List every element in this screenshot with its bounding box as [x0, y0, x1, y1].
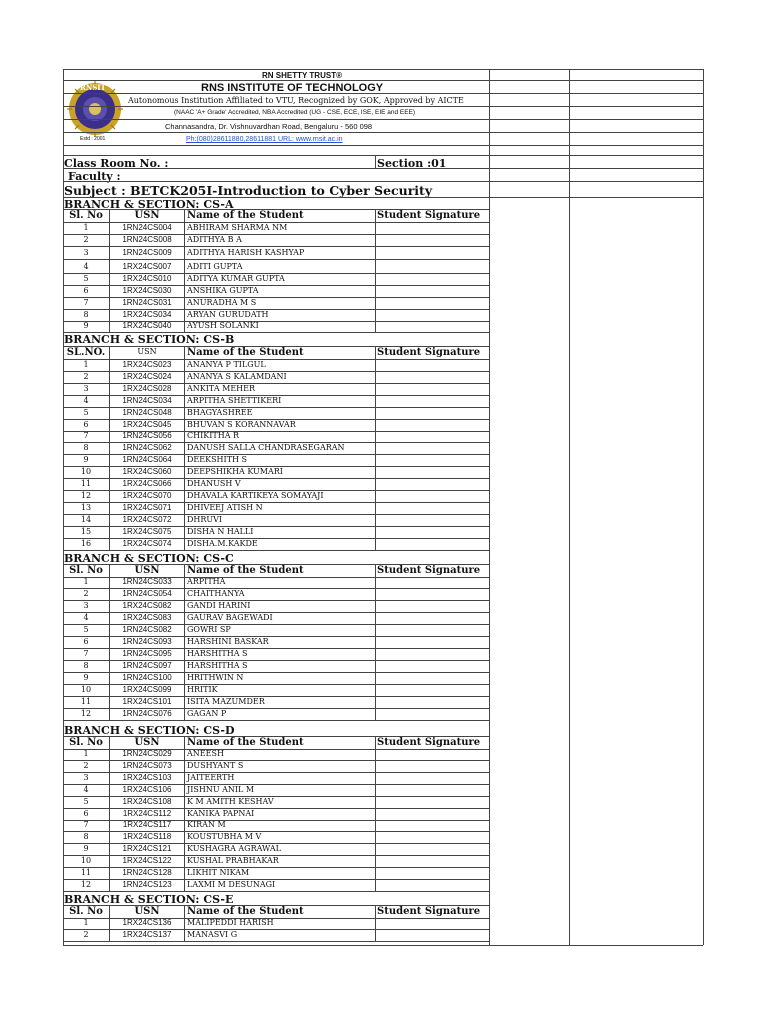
- row-line: [63, 297, 489, 298]
- col-line-signature: [375, 346, 376, 550]
- usn-cell: 1RX24CS121: [122, 844, 172, 853]
- sheet-column-a: [489, 69, 490, 945]
- sheet-line: [63, 106, 703, 107]
- student-name-cell: DUSHYANT S: [187, 761, 244, 770]
- student-name-cell: ARPITHA SHETTIKERI: [187, 396, 282, 405]
- usn-cell: 1RX24CS083: [122, 613, 172, 622]
- student-name-cell: ARYAN GURUDATH: [187, 310, 269, 319]
- row-line: [63, 538, 489, 539]
- usn-cell: 1RN24CS048: [122, 408, 172, 417]
- usn-cell: 1RX24CS074: [122, 539, 172, 548]
- student-name-cell: KUSHAL PRABHAKAR: [187, 856, 279, 865]
- sheet-column-b: [569, 69, 570, 945]
- usn-cell: 1RX24CS106: [122, 785, 172, 794]
- row-line: [63, 514, 489, 515]
- usn-cell: 1RX24CS034: [122, 310, 172, 319]
- usn-cell: 1RN24CS029: [122, 749, 172, 758]
- row-line: [63, 684, 489, 685]
- row-line: [63, 867, 489, 868]
- usn-cell: 1RX24CS028: [122, 384, 172, 393]
- col-slno-header: Sl. No: [69, 565, 103, 576]
- sl-no-cell: 5: [83, 625, 89, 634]
- row-line: [63, 321, 489, 322]
- sl-no-cell: 3: [83, 601, 89, 610]
- accreditation-line: (NAAC 'A+ Grade' Accredited, NBA Accredited (UG - CSE, ECE, ISE, EIE and EEE): [174, 109, 416, 116]
- student-name-cell: ADITHYA B A: [187, 235, 242, 244]
- row-line: [63, 784, 489, 785]
- student-name-cell: ISITA MAZUMDER: [187, 697, 265, 706]
- usn-cell: 1RX24CS060: [122, 467, 172, 476]
- student-name-cell: LAXMI M DESUNAGI: [187, 880, 276, 889]
- col-line-usn: [109, 209, 110, 332]
- sl-no-cell: 6: [83, 809, 89, 818]
- sheet-line: [63, 132, 703, 133]
- sheet-line: [63, 197, 703, 198]
- section-label: Section :01: [377, 157, 447, 170]
- sl-no-cell: 12: [80, 709, 92, 718]
- sl-no-cell: 9: [83, 321, 89, 330]
- col-signature-header: Student Signature: [377, 906, 481, 917]
- sl-no-cell: 2: [83, 372, 89, 381]
- student-name-cell: GOWRI SP: [187, 625, 231, 634]
- student-name-cell: ARPITHA: [187, 577, 226, 586]
- student-name-cell: DISHA.M.KAKDE: [187, 539, 258, 548]
- usn-cell: 1RN24CS095: [122, 649, 172, 658]
- col-slno-header: SL.NO.: [66, 347, 106, 358]
- header-top-line: [63, 905, 489, 906]
- sl-no-cell: 7: [83, 649, 89, 658]
- col-line-name: [184, 346, 185, 550]
- usn-cell: 1RX24CS103: [122, 773, 172, 782]
- sl-no-cell: 7: [83, 298, 89, 307]
- sl-no-cell: 10: [80, 856, 92, 865]
- sheet-line: [63, 181, 703, 182]
- student-name-cell: CHIKITHA R: [187, 431, 240, 440]
- sheet-line: [63, 155, 703, 156]
- row-line: [63, 672, 489, 673]
- row-line: [63, 612, 489, 613]
- student-name-cell: AYUSH SOLANKI: [187, 321, 259, 330]
- col-line-signature: [375, 736, 376, 891]
- header-top-line: [63, 564, 489, 565]
- row-line: [63, 431, 489, 432]
- usn-cell: 1RN24CS076: [122, 709, 172, 718]
- row-line: [63, 708, 489, 709]
- row-line: [63, 259, 489, 260]
- sl-no-cell: 4: [83, 613, 89, 622]
- student-name-cell: GAURAV BAGEWADI: [187, 613, 273, 622]
- student-name-cell: ADITHYA HARISH KASHYAP: [187, 248, 305, 257]
- sl-no-cell: 3: [83, 248, 89, 257]
- section-title: BRANCH & SECTION: CS-C: [64, 552, 234, 565]
- usn-cell: 1RX24CS101: [122, 697, 172, 706]
- col-signature-header: Student Signature: [377, 210, 481, 221]
- sheet-right-border: [703, 69, 704, 945]
- col-name-header: Name of the Student: [187, 565, 304, 576]
- student-name-cell: DEEPSHIKHA KUMARI: [187, 467, 283, 476]
- trust-name: RN SHETTY TRUST®: [262, 71, 342, 80]
- row-line: [63, 772, 489, 773]
- usn-cell: 1RN24CS034: [122, 396, 172, 405]
- header-top-line: [63, 346, 489, 347]
- student-name-cell: GANDI HARINI: [187, 601, 251, 610]
- row-line: [63, 588, 489, 589]
- student-name-cell: HRITIK: [187, 685, 218, 694]
- sl-no-cell: 1: [83, 360, 89, 369]
- usn-cell: 1RX24CS118: [122, 832, 172, 841]
- sl-no-cell: 7: [83, 431, 89, 440]
- usn-cell: 1RX24CS136: [122, 918, 172, 927]
- student-name-cell: DHANUSH V: [187, 479, 241, 488]
- row-line: [63, 820, 489, 821]
- row-line: [63, 526, 489, 527]
- row-line: [63, 929, 489, 930]
- sheet-line: [63, 69, 703, 70]
- usn-cell: 1RN24CS082: [122, 625, 172, 634]
- student-name-cell: GAGAN P: [187, 709, 227, 718]
- sl-no-cell: 2: [83, 930, 89, 939]
- sl-no-cell: 8: [83, 661, 89, 670]
- row-line: [63, 796, 489, 797]
- sl-no-cell: 8: [83, 832, 89, 841]
- row-line: [63, 246, 489, 247]
- student-name-cell: ADITYA KUMAR GUPTA: [187, 274, 285, 283]
- usn-cell: 1RX24CS023: [122, 360, 172, 369]
- sl-no-cell: 2: [83, 235, 89, 244]
- student-name-cell: ADITI GUPTA: [187, 262, 243, 271]
- sl-no-cell: 3: [83, 384, 89, 393]
- usn-cell: 1RX24CS010: [122, 274, 172, 283]
- row-line: [63, 466, 489, 467]
- sl-no-cell: 4: [83, 262, 89, 271]
- usn-cell: 1RN24CS056: [122, 431, 172, 440]
- student-name-cell: LIKHIT NIKAM: [187, 868, 250, 877]
- header-bottom-line: [63, 918, 489, 919]
- sl-no-cell: 4: [83, 396, 89, 405]
- address-line: Channasandra, Dr. Vishnuvardhan Road, Bengaluru - 560 098: [165, 122, 373, 131]
- affiliation-line: Autonomous Institution Affiliated to VTU, Recognized by GOK, Approved by AICTE: [128, 96, 464, 105]
- usn-cell: 1RN24CS009: [122, 248, 172, 257]
- col-signature-header: Student Signature: [377, 565, 481, 576]
- usn-cell: 1RX24CS040: [122, 321, 172, 330]
- col-usn-header: USN: [137, 347, 157, 356]
- subject-label: Subject : BETCK205I-Introduction to Cyber Security: [64, 183, 433, 198]
- row-line: [63, 371, 489, 372]
- sl-no-cell: 16: [80, 539, 92, 548]
- col-line-usn: [109, 905, 110, 941]
- student-name-cell: DHAVALA KARTIKEYA SOMAYAJI: [187, 491, 324, 500]
- header-bottom-line: [63, 749, 489, 750]
- header-bottom-line: [63, 359, 489, 360]
- col-line-name: [184, 736, 185, 891]
- row-line: [63, 332, 489, 333]
- col-signature-header: Student Signature: [377, 737, 481, 748]
- usn-cell: 1RX24CS137: [122, 930, 172, 939]
- row-line: [63, 234, 489, 235]
- student-name-cell: CHAITHANYA: [187, 589, 245, 598]
- col-usn-header: USN: [134, 210, 160, 221]
- col-slno-header: Sl. No: [69, 210, 103, 221]
- usn-cell: 1RN24CS064: [122, 455, 172, 464]
- col-line-signature: [375, 564, 376, 720]
- student-name-cell: ANEESH: [187, 749, 224, 758]
- sl-no-cell: 5: [83, 797, 89, 806]
- section-title: BRANCH & SECTION: CS-D: [64, 724, 235, 737]
- sl-no-cell: 9: [83, 844, 89, 853]
- sl-no-cell: 1: [83, 223, 89, 232]
- col-slno-header: Sl. No: [69, 906, 103, 917]
- student-name-cell: BHAGYASHREE: [187, 408, 253, 417]
- sl-no-cell: 12: [80, 491, 92, 500]
- sl-no-cell: 3: [83, 773, 89, 782]
- row-line: [63, 808, 489, 809]
- row-line: [63, 490, 489, 491]
- section-title: BRANCH & SECTION: CS-E: [64, 893, 234, 906]
- sheet-line: [63, 119, 703, 120]
- row-line: [63, 419, 489, 420]
- student-name-cell: HRITHWIN N: [187, 673, 244, 682]
- row-line: [63, 660, 489, 661]
- row-line: [63, 624, 489, 625]
- student-name-cell: KANIKA PAPNAI: [187, 809, 255, 818]
- student-name-cell: ABHIRAM SHARMA NM: [187, 223, 288, 232]
- usn-cell: 1RN24CS004: [122, 223, 172, 232]
- sl-no-cell: 5: [83, 274, 89, 283]
- header-bottom-line: [63, 222, 489, 223]
- usn-cell: 1RX24CS072: [122, 515, 172, 524]
- student-name-cell: BHUVAN S KORANNAVAR: [187, 420, 296, 429]
- logo-text: RNSIT: [80, 83, 106, 92]
- row-line: [63, 600, 489, 601]
- row-line: [63, 879, 489, 880]
- student-name-cell: JISHNU ANIL M: [187, 785, 255, 794]
- sheet-bottom-line-right: [489, 945, 703, 946]
- col-name-header: Name of the Student: [187, 210, 304, 221]
- row-line: [63, 760, 489, 761]
- sl-no-cell: 10: [80, 467, 92, 476]
- student-name-cell: KOUSTUBHA M V: [187, 832, 262, 841]
- sl-no-cell: 6: [83, 420, 89, 429]
- row-line: [63, 648, 489, 649]
- header-top-line: [63, 209, 489, 210]
- usn-cell: 1RX24CS071: [122, 503, 172, 512]
- student-name-cell: K M AMITH KESHAV: [187, 797, 274, 806]
- student-name-cell: HARSHITHA S: [187, 661, 248, 670]
- sl-no-cell: 13: [80, 503, 92, 512]
- usn-cell: 1RN24CS033: [122, 577, 172, 586]
- sl-no-cell: 7: [83, 820, 89, 829]
- usn-cell: 1RN24CS100: [122, 673, 172, 682]
- sl-no-cell: 11: [80, 479, 92, 488]
- usn-cell: 1RX24CS122: [122, 856, 172, 865]
- col-line-usn: [109, 346, 110, 550]
- sl-no-cell: 12: [80, 880, 92, 889]
- usn-cell: 1RN24CS128: [122, 868, 172, 877]
- header-bottom-line: [63, 577, 489, 578]
- row-line: [63, 442, 489, 443]
- row-line: [63, 309, 489, 310]
- usn-cell: 1RN24CS097: [122, 661, 172, 670]
- sl-no-cell: 2: [83, 589, 89, 598]
- sl-no-cell: 9: [83, 673, 89, 682]
- section-title: BRANCH & SECTION: CS-A: [64, 198, 234, 211]
- sl-no-cell: 11: [80, 697, 92, 706]
- sheet-line: [63, 168, 703, 169]
- estd-label: Estd : 2001: [80, 136, 106, 142]
- usn-cell: 1RN24CS008: [122, 235, 172, 244]
- row-line: [63, 285, 489, 286]
- student-name-cell: MALIPEDDI HARISH: [187, 918, 274, 927]
- usn-cell: 1RN24CS031: [122, 298, 172, 307]
- sl-no-cell: 1: [83, 918, 89, 927]
- contact-link[interactable]: Ph:(080)28611880,28611881 URL: www.rnsit.ac.in: [186, 136, 343, 143]
- col-line-usn: [109, 564, 110, 720]
- sheet-line: [63, 80, 703, 81]
- student-name-cell: KIRAN M: [187, 820, 226, 829]
- col-usn-header: USN: [134, 565, 160, 576]
- student-name-cell: KUSHAGRA AGRAWAL: [187, 844, 281, 853]
- section-title: BRANCH & SECTION: CS-B: [64, 333, 235, 346]
- col-usn-header: USN: [134, 737, 160, 748]
- col-line-name: [184, 564, 185, 720]
- classroom-label: Class Room No. :: [64, 157, 169, 170]
- usn-cell: 1RX24CS108: [122, 797, 172, 806]
- usn-cell: 1RX24CS030: [122, 286, 172, 295]
- col-line-usn: [109, 736, 110, 891]
- sheet-left-border: [63, 69, 64, 945]
- usn-cell: 1RX24CS066: [122, 479, 172, 488]
- student-name-cell: HARSHINI BASKAR: [187, 637, 269, 646]
- sl-no-cell: 8: [83, 443, 89, 452]
- row-line: [63, 941, 489, 942]
- row-line: [63, 383, 489, 384]
- usn-cell: 1RN24CS073: [122, 761, 172, 770]
- col-name-header: Name of the Student: [187, 906, 304, 917]
- usn-cell: 1RX24CS117: [122, 820, 172, 829]
- row-line: [63, 855, 489, 856]
- col-slno-header: Sl. No: [69, 737, 103, 748]
- col-usn-header: USN: [134, 906, 160, 917]
- sl-no-cell: 4: [83, 785, 89, 794]
- student-name-cell: ANSHIKA GUPTA: [187, 286, 259, 295]
- student-name-cell: HARSHITHA S: [187, 649, 248, 658]
- student-name-cell: DISHA N HALLI: [187, 527, 254, 536]
- student-name-cell: DANUSH SALLA CHANDRASEGARAN: [187, 443, 345, 452]
- col-line-name: [184, 905, 185, 941]
- row-line: [63, 891, 489, 892]
- student-name-cell: MANASVI G: [187, 930, 238, 939]
- header-top-line: [63, 736, 489, 737]
- student-name-cell: ANANYA P TILGUL: [187, 360, 266, 369]
- row-line: [63, 407, 489, 408]
- usn-cell: 1RX24CS024: [122, 372, 172, 381]
- sheet-line: [63, 145, 703, 146]
- sl-no-cell: 1: [83, 749, 89, 758]
- usn-cell: 1RX24CS099: [122, 685, 172, 694]
- col-line-signature: [375, 905, 376, 941]
- student-name-cell: DEEKSHITH S: [187, 455, 248, 464]
- usn-cell: 1RX24CS082: [122, 601, 172, 610]
- usn-cell: 1RN24CS062: [122, 443, 172, 452]
- usn-cell: 1RX24CS045: [122, 420, 172, 429]
- row-line: [63, 478, 489, 479]
- row-line: [63, 720, 489, 721]
- sl-no-cell: 8: [83, 310, 89, 319]
- row-line: [63, 454, 489, 455]
- col-name-header: Name of the Student: [187, 737, 304, 748]
- sl-no-cell: 14: [80, 515, 92, 524]
- sl-no-cell: 2: [83, 761, 89, 770]
- col-line-signature: [375, 209, 376, 332]
- student-name-cell: DHRUVI: [187, 515, 223, 524]
- sheet-line: [63, 93, 703, 94]
- sheet-bottom-line: [63, 945, 489, 946]
- row-line: [63, 831, 489, 832]
- col-signature-header: Student Signature: [377, 347, 481, 358]
- sl-no-cell: 15: [80, 527, 92, 536]
- row-line: [63, 273, 489, 274]
- faculty-label: Faculty :: [68, 170, 121, 183]
- sl-no-cell: 1: [83, 577, 89, 586]
- student-name-cell: ANURADHA M S: [187, 298, 257, 307]
- sl-no-cell: 6: [83, 637, 89, 646]
- usn-cell: 1RX24CS070: [122, 491, 172, 500]
- usn-cell: 1RX24CS007: [122, 262, 172, 271]
- sl-no-cell: 6: [83, 286, 89, 295]
- row-line: [63, 696, 489, 697]
- usn-cell: 1RN24CS123: [122, 880, 172, 889]
- section-divider: [375, 155, 376, 168]
- sl-no-cell: 10: [80, 685, 92, 694]
- row-line: [63, 395, 489, 396]
- student-name-cell: JAITEERTH: [187, 773, 235, 782]
- row-line: [63, 502, 489, 503]
- student-name-cell: ANANYA S KALAMDANI: [187, 372, 287, 381]
- col-name-header: Name of the Student: [187, 347, 304, 358]
- student-name-cell: ANKITA MEHER: [187, 384, 256, 393]
- usn-cell: 1RN24CS054: [122, 589, 172, 598]
- col-line-name: [184, 209, 185, 332]
- row-line: [63, 843, 489, 844]
- sl-no-cell: 5: [83, 408, 89, 417]
- student-name-cell: DHIVEEJ ATISH N: [187, 503, 263, 512]
- usn-cell: 1RN24CS093: [122, 637, 172, 646]
- sl-no-cell: 9: [83, 455, 89, 464]
- usn-cell: 1RX24CS075: [122, 527, 172, 536]
- sl-no-cell: 11: [80, 868, 92, 877]
- institute-name: RNS INSTITUTE OF TECHNOLOGY: [201, 82, 384, 94]
- usn-cell: 1RX24CS112: [122, 809, 172, 818]
- row-line: [63, 636, 489, 637]
- row-line: [63, 550, 489, 551]
